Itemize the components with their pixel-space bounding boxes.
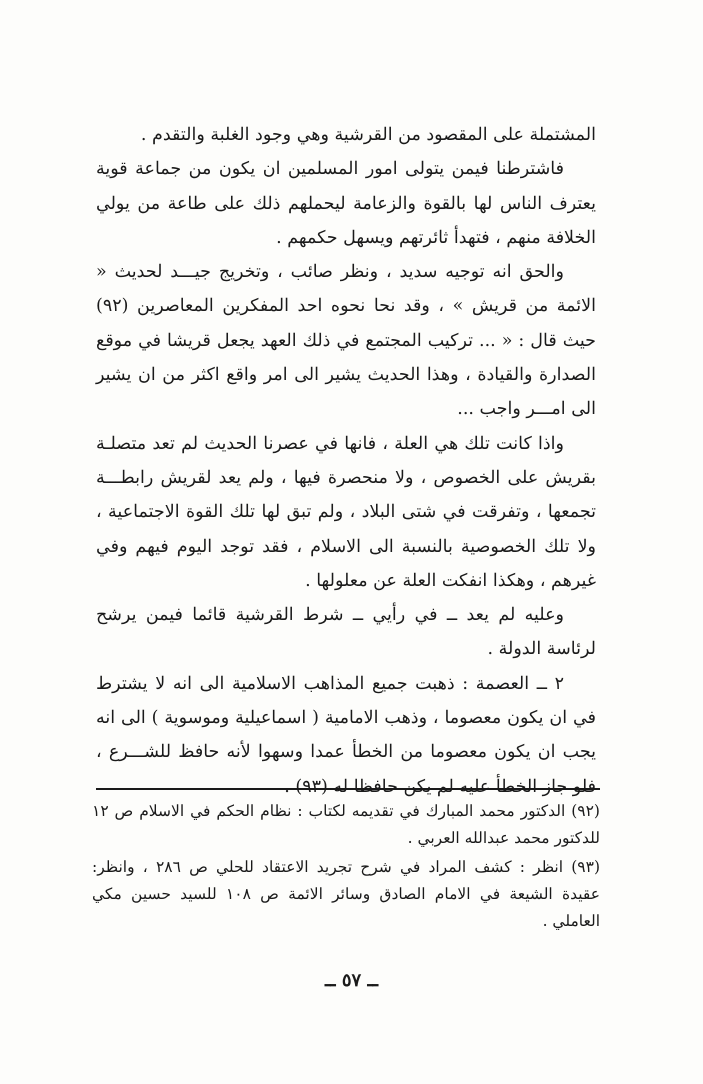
- page-number: ــ ٥٧ ــ: [325, 970, 378, 991]
- footnote-93: [92, 854, 600, 935]
- footnote-93-text: انظر : كشف المراد في شرح تجريد الاعتقاد للحلي ص ٢٨٦ ، وانظر: عقيدة الشيعة في الامام الصادق وسائر الائمة ص ١٠٨ للسيد حسين مكي العاملي .: [92, 858, 600, 930]
- footnote-93-number: (٩٣): [571, 858, 601, 876]
- paragraph-1: المشتملة على المقصود من القرشية وهي وجود الغلبة والتقدم .: [140, 125, 596, 145]
- paragraph-2: فاشترطنا فيمن يتولى امور المسلمين ان يكون من جماعة قوية يعترف الناس لها بالقوة والزعامة ليحملهم ذلك على طاعة من يولي الخلافة منهم ، فتهدأ ثائرتهم ويسهل حكمهم .: [96, 159, 596, 248]
- footnotes: [92, 798, 600, 937]
- main-text: [96, 118, 596, 804]
- paragraph-3: والحق انه توجيه سديد ، ونظر صائب ، وتخريج جيـــد لحديث « الائمة من قريش » ، وقد نحا نحوه احد المفكرين المعاصرين (٩٢) حيث قال : « ... تركيب المجتمع في ذلك العهد يجعل قريشا في موقع الصدارة والقيادة ، وهذا الحديث يشير الى امر واقع اكثر من ان يشير الى امـــر واجب ...: [96, 262, 596, 420]
- footnote-92: [92, 798, 600, 852]
- paragraph-5: وعليه لم يعد ــ في رأيي ــ شرط القرشية قائما فيمن يرشح لرئاسة الدولة .: [96, 605, 596, 660]
- footnote-divider: [96, 788, 600, 790]
- paragraph-4: واذا كانت تلك هي العلة ، فانها في عصرنا الحديث لم تعد متصلـة بقريش على الخصوص ، ولا منحصرة فيها ، ولم يعد لقريش رابطـــة تجمعها ، وتفرقت في شتى البلاد ، ولم تبق لها تلك القوة الاجتماعية ، ولا تلك الخصوصية بالنسبة الى الاسلام ، فقد توجد اليوم فيهم وفي غيرهم ، وهكذا انفكت العلة عن معلولها .: [96, 433, 596, 591]
- paragraph-6: ٢ ــ العصمة : ذهبت جميع المذاهب الاسلامية الى انه لا يشترط في ان يكون معصوما ، وذهب الامامية ( اسماعيلية وموسوية ) الى انه يجب ان يكون معصوما من الخطأ عمدا وسهوا لأنه حافظ للشـــرع ، فلو جاز الخطأ عليه لم يكن حافظا له (٩٣) .: [96, 673, 596, 797]
- footnote-92-text: الدكتور محمد المبارك في تقديمه لكتاب : نظام الحكم في الاسلام ص ١٢ للدكتور محمد عبدالله العربي .: [92, 802, 600, 847]
- footnote-92-number: (٩٢): [571, 802, 600, 820]
